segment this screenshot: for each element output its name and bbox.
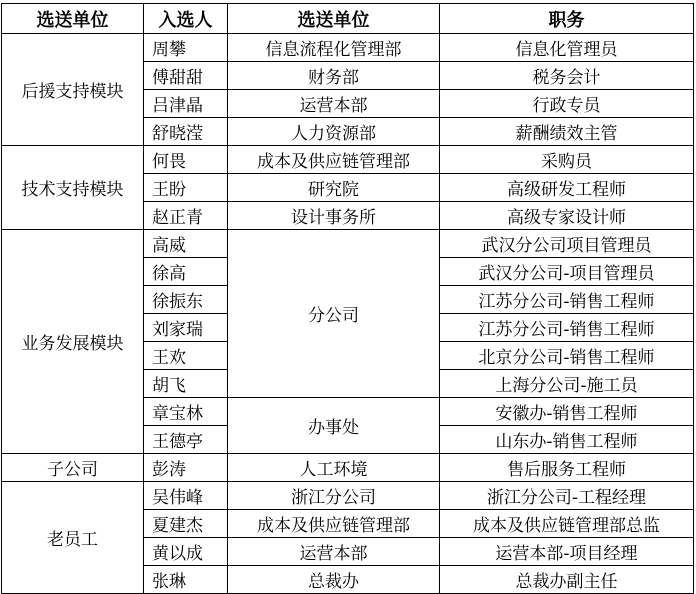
position-cell: 安徽办-销售工程师	[440, 398, 694, 426]
position-cell: 采购员	[440, 146, 694, 174]
unit-cell: 设计事务所	[228, 202, 440, 230]
person-cell: 王欢	[144, 342, 228, 370]
position-cell: 武汉分公司-项目管理员	[440, 258, 694, 286]
person-cell: 夏建杰	[144, 510, 228, 538]
person-cell: 舒晓滢	[144, 118, 228, 146]
position-cell: 武汉分公司项目管理员	[440, 230, 694, 258]
person-cell: 赵正青	[144, 202, 228, 230]
position-cell: 运营本部-项目经理	[440, 538, 694, 566]
unit-cell: 财务部	[228, 62, 440, 90]
unit-cell: 办事处	[228, 398, 440, 454]
person-cell: 何畏	[144, 146, 228, 174]
header-unit: 选送单位	[2, 4, 144, 34]
header-unit-2: 选送单位	[228, 4, 440, 34]
header-position: 职务	[440, 4, 694, 34]
position-cell: 江苏分公司-销售工程师	[440, 286, 694, 314]
position-cell: 上海分公司-施工员	[440, 370, 694, 398]
person-cell: 章宝林	[144, 398, 228, 426]
header-person: 入选人	[144, 4, 228, 34]
unit-cell: 人力资源部	[228, 118, 440, 146]
position-cell: 税务会计	[440, 62, 694, 90]
unit-cell: 成本及供应链管理部	[228, 510, 440, 538]
module-cell: 技术支持模块	[2, 146, 144, 230]
module-cell: 后援支持模块	[2, 34, 144, 146]
position-cell: 薪酬绩效主管	[440, 118, 694, 146]
person-cell: 徐振东	[144, 286, 228, 314]
person-cell: 高威	[144, 230, 228, 258]
position-cell: 高级专家设计师	[440, 202, 694, 230]
unit-cell: 分公司	[228, 230, 440, 398]
position-cell: 浙江分公司-工程经理	[440, 482, 694, 510]
position-cell: 北京分公司-销售工程师	[440, 342, 694, 370]
table-row	[2, 146, 694, 174]
position-cell: 总裁办副主任	[440, 566, 694, 594]
person-cell: 王盼	[144, 174, 228, 202]
table-row	[2, 482, 694, 510]
position-cell: 江苏分公司-销售工程师	[440, 314, 694, 342]
position-cell: 行政专员	[440, 90, 694, 118]
person-cell: 傅甜甜	[144, 62, 228, 90]
position-cell: 售后服务工程师	[440, 454, 694, 482]
header-row	[2, 4, 694, 34]
unit-cell: 信息流程化管理部	[228, 34, 440, 62]
unit-cell: 运营本部	[228, 90, 440, 118]
person-cell: 吴伟峰	[144, 482, 228, 510]
person-cell: 徐高	[144, 258, 228, 286]
person-cell: 吕津晶	[144, 90, 228, 118]
person-cell: 周攀	[144, 34, 228, 62]
unit-cell: 总裁办	[228, 566, 440, 594]
table-row	[2, 454, 694, 482]
unit-cell: 成本及供应链管理部	[228, 146, 440, 174]
position-cell: 信息化管理员	[440, 34, 694, 62]
position-cell: 高级研发工程师	[440, 174, 694, 202]
module-cell: 子公司	[2, 454, 144, 482]
unit-cell: 运营本部	[228, 538, 440, 566]
module-cell: 业务发展模块	[2, 230, 144, 454]
table-row	[2, 230, 694, 258]
unit-cell: 浙江分公司	[228, 482, 440, 510]
position-cell: 成本及供应链管理部总监	[440, 510, 694, 538]
unit-cell: 研究院	[228, 174, 440, 202]
person-cell: 王德亭	[144, 426, 228, 454]
person-cell: 黄以成	[144, 538, 228, 566]
position-cell: 山东办-销售工程师	[440, 426, 694, 454]
person-cell: 张琳	[144, 566, 228, 594]
person-cell: 胡飞	[144, 370, 228, 398]
person-cell: 刘家瑞	[144, 314, 228, 342]
unit-cell: 人工环境	[228, 454, 440, 482]
module-cell: 老员工	[2, 482, 144, 594]
selection-table	[1, 3, 694, 594]
person-cell: 彭涛	[144, 454, 228, 482]
table-row	[2, 34, 694, 62]
